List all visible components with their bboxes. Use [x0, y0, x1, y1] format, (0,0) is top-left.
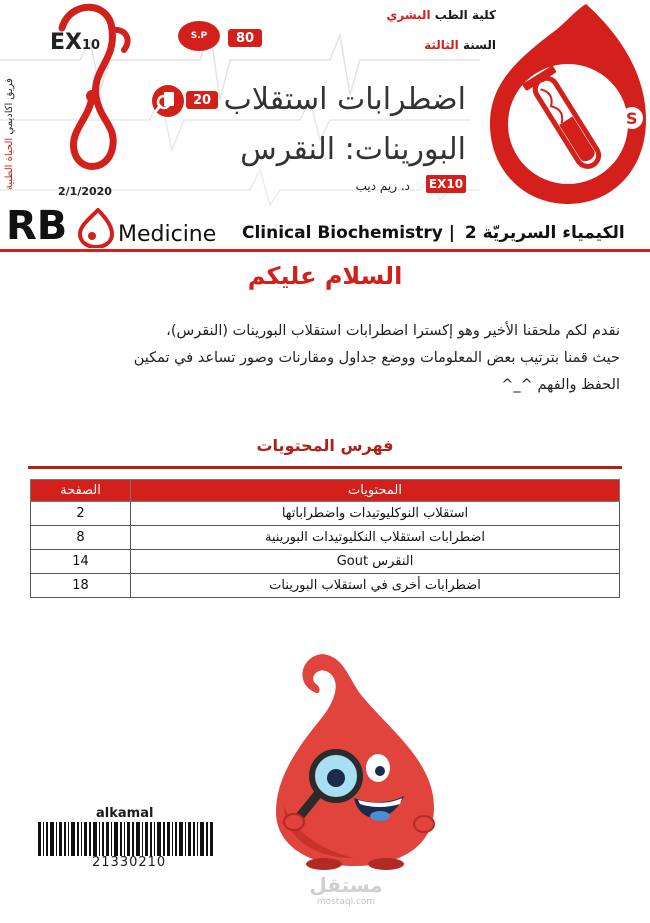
- intro-line: حيث قمنا بترتيب بعض المعلومات ووضع جداول ومقارنات وصور تساعد في تمكين: [133, 350, 620, 366]
- watermark-arabic: مستقل: [309, 873, 383, 897]
- toc-divider: [28, 466, 622, 469]
- toc-row: [31, 502, 620, 526]
- toc-contents-cell: استقلاب النوكليوتيدات واضطراباتها: [131, 502, 620, 526]
- toc-header-contents: المحتويات: [131, 480, 620, 502]
- lecture-title-line1: اضطرابات استقلاب: [223, 82, 466, 117]
- blood-drop-mascot-icon: [262, 636, 448, 872]
- intro-line: نقدم لكم ملحقنا الأخير وهو إكسترا اضطرابات استقلاب البورينات (النقرس)،: [166, 323, 620, 339]
- toc-row: [31, 574, 620, 598]
- lecture-date: 2/1/2020: [58, 185, 112, 198]
- header-divider: [0, 249, 650, 252]
- toc-row: [31, 526, 620, 550]
- toc-header-row: [31, 480, 620, 502]
- year-label: السنة الثالثة: [424, 38, 496, 52]
- magnifier-doc-icon: [152, 85, 184, 117]
- toc-page-cell: 8: [31, 526, 131, 550]
- ex10-small-badge: EX10: [426, 175, 466, 193]
- subject-label: Clinical Biochemistry | الكيمياء السريريّة 2: [242, 223, 625, 243]
- toc-contents-cell: اضطرابات أخرى في استقلاب البورينات: [131, 574, 620, 598]
- doctor-name: د. ريم ديب: [355, 179, 410, 193]
- toc-page-cell: 18: [31, 574, 131, 598]
- brand-medicine: Medicine: [118, 222, 217, 247]
- toc-page-cell: 14: [31, 550, 131, 574]
- barcode-label: alkamal: [96, 806, 154, 821]
- college-label: كلية الطب البشري: [386, 8, 496, 22]
- toc-page-cell: 2: [31, 502, 131, 526]
- barcode-icon: [38, 822, 213, 856]
- toc-title: فهرس المحتويات: [256, 436, 394, 455]
- watermark-url: mostaql.com: [316, 897, 376, 907]
- watermark: [286, 873, 406, 907]
- vertical-team-text: فريق أكاديمي الحياة الطبية: [4, 78, 15, 190]
- svg-text:S: S: [626, 109, 638, 128]
- ex10-logo: EX10: [50, 30, 101, 55]
- barcode-number: 21330210: [92, 855, 167, 870]
- toc-contents-cell: النقرس Gout: [131, 550, 620, 574]
- intro-line: الحفظ والفهم ^_^: [501, 377, 620, 393]
- toc-contents-cell: اضطرابات استقلاب النكليوتيدات البورينية: [131, 526, 620, 550]
- blood-drop-test-tube-icon: [476, 0, 650, 206]
- lecture-title-line2: البورينات: النقرس: [240, 132, 466, 167]
- sp-badge: S.P: [178, 21, 220, 51]
- brand-rbo: RB: [6, 203, 68, 249]
- toc-row: [31, 550, 620, 574]
- intro-paragraph: [20, 318, 620, 399]
- greeting-heading: السلام عليكم: [247, 262, 403, 290]
- brand-drop-icon: [78, 208, 114, 248]
- lectures-count-badge: 20: [186, 91, 218, 109]
- toc-table: [30, 479, 620, 598]
- pages-count-badge: 80: [228, 29, 262, 47]
- toc-header-page: الصفحة: [31, 480, 131, 502]
